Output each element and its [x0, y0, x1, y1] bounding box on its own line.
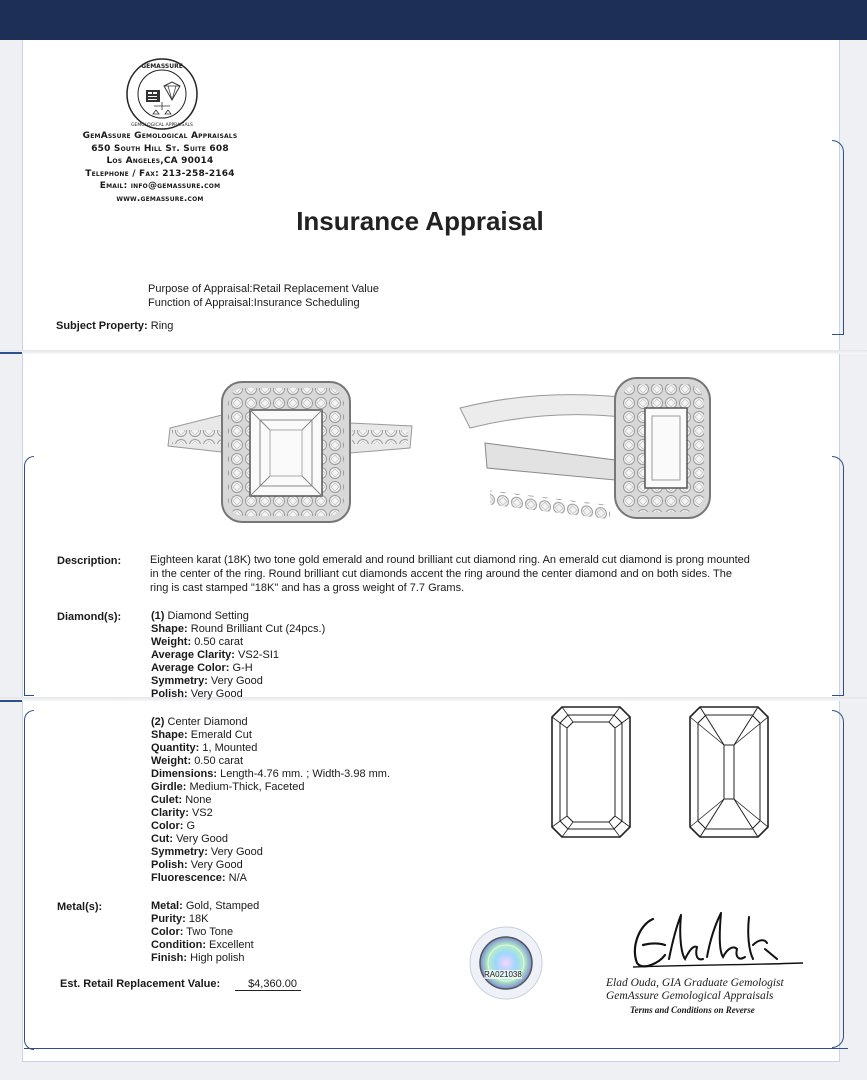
- company-phone: Telephone / Fax: 213-258-2164: [85, 168, 235, 179]
- field-row: [151, 636, 325, 649]
- ring-front-view: [168, 382, 412, 522]
- field-key: Purity:: [151, 913, 186, 925]
- field-key: Metal:: [151, 900, 183, 912]
- hologram-seal-icon: [468, 925, 544, 1001]
- field-key: Polish:: [151, 859, 188, 871]
- field-key: Clarity:: [151, 807, 189, 819]
- field-key: Symmetry:: [151, 675, 208, 687]
- field-row: [151, 781, 390, 794]
- fold-line: [0, 697, 867, 701]
- field-value: 0.50 carat: [194, 755, 244, 767]
- field-value: Excellent: [209, 939, 254, 951]
- field-key: Condition:: [151, 939, 206, 951]
- field-value: None: [185, 794, 212, 806]
- frame-right-bottom: [832, 710, 844, 1048]
- field-value: VS2-SI1: [238, 649, 279, 661]
- field-key: Shape:: [151, 623, 188, 635]
- field-value: Very Good: [176, 833, 229, 845]
- frame-bottom: [24, 1048, 848, 1050]
- field-value: G: [186, 820, 196, 832]
- purpose-value: Retail Replacement Value: [252, 283, 379, 295]
- function-label: Function of Appraisal:: [148, 297, 254, 309]
- emerald-cut-crown-diagram: [550, 705, 632, 839]
- gemologist-name: Elad Ouda, GIA Graduate Gemologist: [606, 977, 784, 989]
- field-row: [151, 926, 259, 939]
- field-key: Polish:: [151, 688, 188, 700]
- field-key: Dimensions:: [151, 768, 218, 780]
- diamond-setting-2: [151, 716, 390, 885]
- function-value: Insurance Scheduling: [253, 297, 360, 309]
- field-row: [151, 768, 390, 781]
- field-key: Weight:: [151, 636, 192, 648]
- field-key: Cut:: [151, 833, 173, 845]
- description-text: Eighteen karat (18K) two tone gold emerald and round brilliant cut diamond ring. An emerald cut diamond is prong mounted in the center of the ring. Round brilliant cut diamonds accent the ring around the center diamond and on both sides. The ring is cast stamped "18K" and has a gross weight of 7.7 Grams.: [150, 554, 750, 594]
- field-row: [151, 662, 325, 675]
- ring-side-view: [460, 378, 710, 519]
- terms-link[interactable]: Terms and Conditions on Reverse: [630, 1005, 755, 1015]
- frame-right-mid: [832, 456, 844, 696]
- company-website: www.gemassure.com: [116, 193, 204, 204]
- price-value: $4,360.00: [235, 978, 301, 991]
- fold-mark: [0, 352, 22, 354]
- subject-value: Ring: [150, 320, 174, 332]
- metal-details: [151, 900, 259, 965]
- field-key: Symmetry:: [151, 846, 208, 858]
- frame-right-top: [832, 140, 844, 335]
- field-value: Medium-Thick, Faceted: [189, 781, 305, 793]
- diamond-setting-1: [151, 610, 325, 701]
- metals-label: Metal(s):: [57, 901, 103, 913]
- setting1-name: Diamond Setting: [167, 610, 249, 622]
- field-value: Very Good: [190, 688, 243, 700]
- frame-left-bottom: [24, 710, 34, 1050]
- field-key: Quantity:: [151, 742, 200, 754]
- purpose-label: Purpose of Appraisal:: [148, 283, 253, 295]
- company-header: [40, 130, 280, 205]
- company-city: Los Angeles,CA 90014: [106, 156, 214, 166]
- field-key: Average Clarity:: [151, 649, 235, 661]
- page-title: Insurance Appraisal: [296, 206, 544, 236]
- field-row: [151, 675, 325, 688]
- field-value: Length-4.76 mm. ; Width-3.98 mm.: [220, 768, 391, 780]
- company-address: 650 South Hill St. Suite 608: [91, 143, 229, 154]
- top-band: [0, 0, 867, 40]
- gemassure-seal-icon: [124, 56, 200, 132]
- field-row: [151, 900, 259, 913]
- field-value: 0.50 carat: [194, 636, 244, 648]
- description-label: Description:: [57, 555, 122, 567]
- field-value: G-H: [232, 662, 253, 674]
- field-value: Round Brilliant Cut (24pcs.): [190, 623, 326, 635]
- subject-property: [56, 320, 173, 332]
- field-row: [151, 820, 390, 833]
- field-key: Fluorescence:: [151, 872, 226, 884]
- company-email: Email: info@gemassure.com: [99, 181, 221, 191]
- field-key: Weight:: [151, 755, 192, 767]
- field-value: Emerald Cut: [190, 729, 252, 741]
- gemologist-company: GemAssure Gemological Appraisals: [606, 990, 774, 1002]
- field-key: Finish:: [151, 952, 188, 964]
- field-row: [151, 755, 390, 768]
- field-row: [151, 859, 390, 872]
- field-row: [151, 807, 390, 820]
- svg-text:GEMASSURE: GEMASSURE: [141, 63, 183, 70]
- appraisal-purpose: [148, 282, 379, 310]
- setting2-name: Center Diamond: [167, 716, 248, 728]
- field-value: Gold, Stamped: [185, 900, 260, 912]
- hologram-serial: RA021038: [484, 970, 522, 979]
- field-key: Girdle:: [151, 781, 187, 793]
- field-value: Two Tone: [186, 926, 234, 938]
- field-value: Very Good: [210, 846, 263, 858]
- field-value: Very Good: [210, 675, 263, 687]
- field-value: VS2: [191, 807, 213, 819]
- ring-photo: [160, 368, 730, 533]
- handwritten-signature: [625, 905, 805, 977]
- field-key: Color:: [151, 926, 184, 938]
- setting2-number: (2): [151, 716, 165, 728]
- frame-left-mid: [24, 456, 34, 696]
- field-key: Color:: [151, 820, 184, 832]
- field-row: [151, 939, 259, 952]
- field-key: Shape:: [151, 729, 188, 741]
- subject-label: Subject Property:: [56, 320, 148, 332]
- fold-line: [0, 350, 867, 354]
- field-row: [151, 833, 390, 846]
- field-row: [151, 623, 325, 636]
- field-value: Very Good: [190, 859, 243, 871]
- field-row: [151, 649, 325, 662]
- field-row: [151, 952, 259, 965]
- field-value: 18K: [188, 913, 209, 925]
- field-value: 1, Mounted: [202, 742, 258, 754]
- emerald-cut-pavilion-diagram: [688, 705, 770, 839]
- field-key: Average Color:: [151, 662, 230, 674]
- fold-mark: [0, 700, 22, 702]
- field-row: [151, 688, 325, 701]
- price-label: Est. Retail Replacement Value:: [60, 978, 221, 990]
- field-row: [151, 729, 390, 742]
- company-name: GemAssure Gemological Appraisals: [82, 131, 238, 141]
- field-row: [151, 913, 259, 926]
- field-value: N/A: [228, 872, 247, 884]
- field-row: [151, 742, 390, 755]
- setting1-number: (1): [151, 610, 165, 622]
- field-row: [151, 846, 390, 859]
- field-key: Culet:: [151, 794, 183, 806]
- field-row: [151, 794, 390, 807]
- field-row: [151, 872, 390, 885]
- field-value: High polish: [190, 952, 245, 964]
- diamonds-label: Diamond(s):: [57, 611, 122, 623]
- svg-text:GEMOLOGICAL APPRAISALS: GEMOLOGICAL APPRAISALS: [131, 123, 193, 128]
